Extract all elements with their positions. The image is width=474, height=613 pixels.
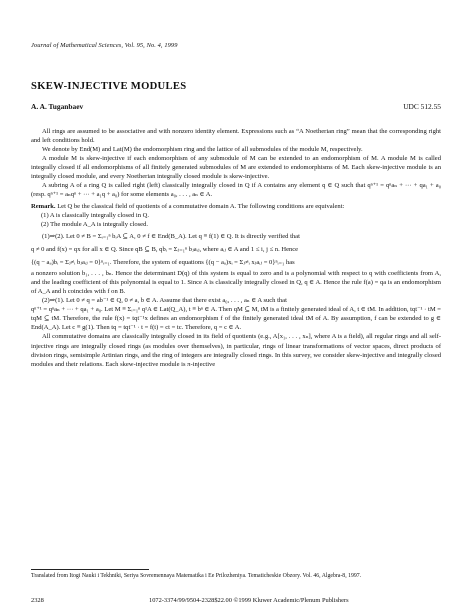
proof-1-sum: q ≠ 0 and f(x) = qx for all x ∈ Q. Since qB ⊆ B, qbᵢ = Σⱼ₌₁ⁿ bⱼaᵢⱼ, where aᵢⱼ ∈ A and 1 ≤ i, j ≤ n. Hence: [31, 245, 299, 253]
article-body: [31, 127, 441, 369]
translation-note: Translated from Itogi Nauki i Tekhniki, Seriya Sovremennaya Matematika i Ee Prilozheniya. Tematicheskie Obzory. Vol. 46, Algebra-8, 1997.: [31, 573, 362, 579]
remark-text: Let Q be the classical field of quotients of a commutative domain A. The following conditions are equivalent:: [57, 203, 345, 211]
author-name: A. A. Tuganbaev: [31, 102, 84, 111]
paragraph-definitions: A module M is skew-injective if each endomorphism of any submodule of M can be extended to an endomorphism of M. A module M is called integrally closed if all endomorphisms of all finitely generated submodules of M are extended to endomorphisms of M. Each skew-injective module is an integrally closed module, and every Noetherian integrally closed module is skew-injective.: [31, 155, 441, 181]
paragraph-survey: All commutative domains are classically integrally closed in its field of quotients (e.g., A[x₁, . . . , xₙ], where A is a field), all regular rings and all self-injective rings are integrally closed rings (as modules over themselves), in particular, rings of linear transformations of vector spaces, direct products of division rings, semisimple Artinian rings, and the ring of integers are integrally closed rings. In this survey, we consider skew-injective and integrally closed modules and their relations. Each skew-injective module is π-injective: [31, 333, 441, 368]
proof-1-start: (1)⇒(2). Let 0 ≠ B = Σᵢ₌₁ⁿ bᵢA ⊆ A, 0 ≠ f ∈ End(B_A). Let q ≡ f(1) ∈ Q. It is directly verified that: [42, 232, 300, 240]
journal-header: Journal of Mathematical Sciences, Vol. 95, No. 4, 1999: [31, 42, 178, 49]
proof-2-body: qⁿ⁺¹ = qⁿaₙ + ··· + qa₁ + a₀. Let M ≡ Σᵢ₌₁ⁿ q¹A ∈ Lat(Q_A), t ≡ bⁿ ∈ A. Then qM ⊆ M, tM is a finitely generated ideal of A, t ∈ tM. In addition, tqt⁻¹ · tM = tqM ⊆ tM. Therefore, the rule f(x) = tqt⁻¹x defines an endomorphism f of the finitely generated ideal tM of A. By assumption, f can be extended to g ∈ End(A_A). Let c ≡ g(1). Then tq = tqt⁻¹ · t = f(t) = ct = tc. Therefore, q = c ∈ A.: [31, 306, 441, 332]
paragraph-conventions: All rings are assumed to be associative and with nonzero identity element. Expressions such as “A Noetherian ring” mean that the corresponding right and left conditions hold.: [31, 128, 441, 145]
condition-2: (2) The module A_A is integrally closed.: [41, 221, 148, 229]
author-line: [31, 102, 441, 111]
footnote-divider: [31, 569, 149, 570]
article-title: SKEW-INJECTIVE MODULES: [31, 81, 187, 92]
remark-paragraph: [31, 202, 441, 211]
remark-label: Remark.: [31, 203, 56, 211]
issn-line: 1072-3374/99/9504-2328$22.00 ©1999 Kluwer Academic/Plenum Publishers: [149, 597, 349, 604]
proof-1-end: a nonzero solution b₁, . . . , bₙ. Hence the determinant D(q) of this system is equal to zero and is a polynomial with respect to q with coefficients from A, and the leading coefficient of this polynomial is equal to 1. Since A is classically integrally closed in Q, q ∈ A. Hence the rule f(a) = qa is an endomorphism of A_A and h coincides with f on B.: [31, 270, 441, 296]
udc-code: UDC 512.55: [403, 102, 441, 111]
paragraph-integrally-closed: A subring A of a ring Q is called right (left) classically integrally closed in Q if A contains any element q ∈ Q such that qⁿ⁺¹ = qⁿaₙ + ··· + qa₁ + a₀ (resp. qⁿ⁺¹ = aₙqⁿ + ··· + a₁q + a₀) for some elements a₀, . . . , aₙ ∈ A.: [31, 182, 441, 199]
proof-1-system: {(q − aᵢᵢ)bᵢ = Σⱼ≠ᵢ bⱼaᵢⱼ = 0}ⁿᵢ₌₁. Therefore, the system of equations {(q − aᵢᵢ)xᵢ = Σⱼ≠ᵢ xⱼaᵢⱼ = 0}ⁿᵢ₌₁ has: [31, 258, 295, 266]
proof-2-start: (2)⇒(1). Let 0 ≠ q = ab⁻¹ ∈ Q, 0 ≠ a, b ∈ A. Assume that there exist a₀, . . . , aₙ ∈ A such that: [42, 297, 287, 305]
paragraph-notation: We denote by End(M) and Lat(M) the endomorphism ring and the lattice of all submodules of the module M, respectively.: [42, 146, 363, 154]
page-number: 2328: [31, 597, 44, 604]
condition-1: (1) A is classically integrally closed in Q.: [41, 212, 150, 220]
